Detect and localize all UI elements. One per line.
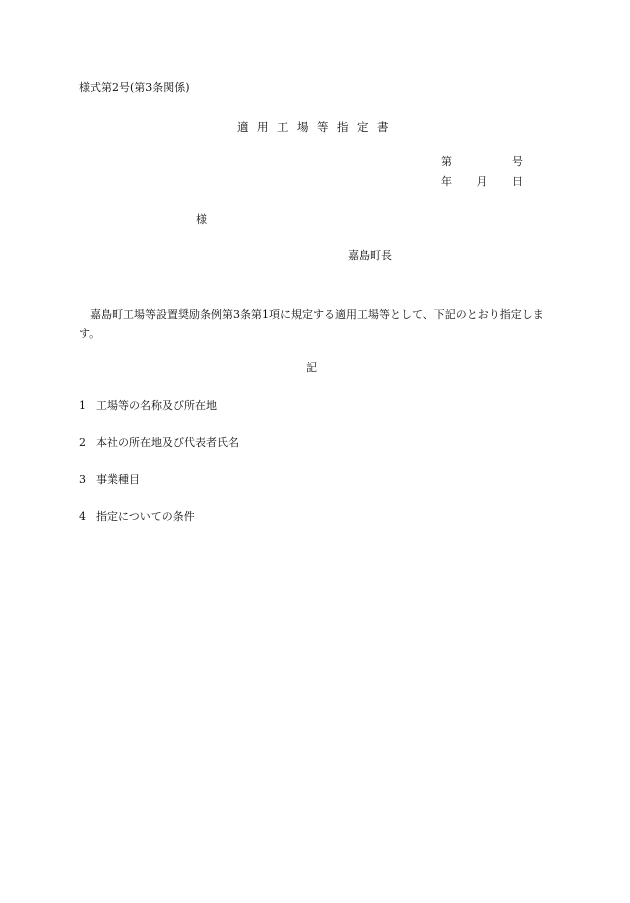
date-year: 年 bbox=[441, 175, 452, 188]
item-number: 1 bbox=[79, 399, 86, 412]
form-number: 様式第2号(第3条関係) bbox=[79, 81, 190, 94]
document-title: 適用工場等指定書 bbox=[237, 120, 397, 134]
list-item bbox=[79, 400, 217, 411]
item-label: 本社の所在地及び代表者氏名 bbox=[96, 436, 239, 449]
item-number: 4 bbox=[79, 510, 86, 523]
list-item bbox=[79, 511, 195, 522]
item-label: 工場等の名称及び所在地 bbox=[96, 399, 217, 412]
number-suffix: 号 bbox=[512, 155, 523, 168]
ki-heading: 記 bbox=[306, 361, 317, 374]
addressee: 様 bbox=[196, 213, 207, 226]
item-number: 2 bbox=[79, 436, 86, 449]
item-label: 指定についての条件 bbox=[96, 510, 195, 523]
date-month: 月 bbox=[476, 175, 488, 188]
date-row bbox=[441, 176, 523, 187]
item-label: 事業種目 bbox=[96, 473, 140, 486]
date-day: 日 bbox=[512, 175, 523, 188]
body-text: 嘉島町工場等設置奨励条例第3条第1項に規定する適用工場等として、下記のとおり指定します。 bbox=[79, 308, 544, 340]
list-item bbox=[79, 474, 140, 485]
list-item bbox=[79, 437, 239, 448]
item-number: 3 bbox=[79, 473, 86, 486]
issuer: 嘉島町長 bbox=[348, 249, 392, 262]
number-prefix: 第 bbox=[441, 155, 452, 168]
document-number-row bbox=[441, 156, 523, 167]
